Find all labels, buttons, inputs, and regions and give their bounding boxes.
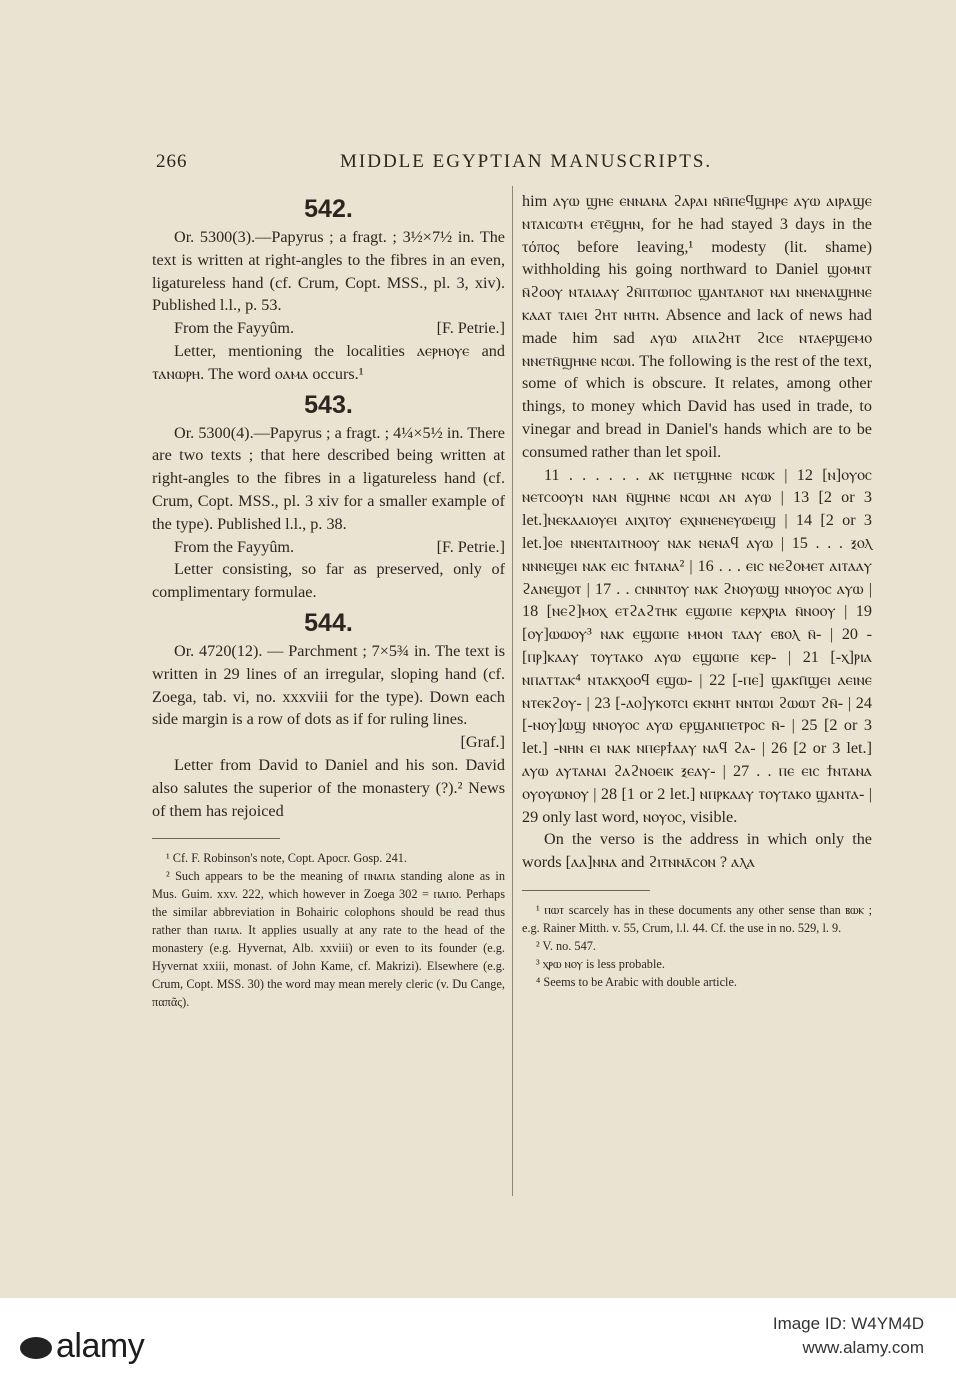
footnote: ¹ ⲡⲱⲧ scarcely has in these documents any other sense than ⲃⲱⲕ ; e.g. Rainer Mitth. v. 55, Crum, l.l. 44. Cf. the use in no. 529, l. 9.: [522, 902, 872, 935]
site-url: www.alamy.com: [802, 1338, 924, 1357]
alamy-logo-icon: [20, 1337, 52, 1359]
entry-number-544: 544.: [304, 608, 353, 637]
body-paragraph: him ⲁⲩⲱ ϣⲏⲉ ⲉⲛⲛⲁⲛⲁ ϩⲁⲣⲁⲓ ⲛⲛ̄ⲡⲉϥϣⲏⲣⲉ ⲁⲩⲱ ⲁⲓⲣⲁϣⲉ ⲛⲧⲁⲓⲥⲱⲧⲙ ⲉⲧⲉ̄ϣⲏⲛ, for he had stayed 3 days in the τόπος before leaving,¹ modesty (lit. shame) withholding his going northward to Daniel ϣⲟⲙⲛⲧ ⲛ̄ϩⲟⲟⲩ ⲛⲧⲁⲓⲁⲁⲩ ϩⲛ̄ⲡⲧⲱⲡⲟⲥ ϣⲁⲛⲧⲁⲛⲟⲧ ⲛⲁⲓ ⲛⲛⲉⲛⲁϣⲏⲛⲉ ⲕⲁⲁⲧ ⲧⲁⲓⲉⲓ ϩⲏⲧ ⲛⲏⲧⲛ. Absence and lack of news had made him sad ⲁⲩⲱ ⲁⲡⲁϩⲏⲧ ϩⲓⲥⲉ ⲛⲧⲁⲉⲣϣⲉⲙⲟ ⲛⲛⲉⲧⲛ̄ϣⲏⲛⲉ ⲛⲥⲱⲓ. The following is the rest of the text, some of which is obscure. It relates, among other things, to money which David has used in trade, to vinegar and bread in Daniel's hands which are to be consumed rather than let spoil.: [522, 192, 872, 461]
provenance: From the Fayyûm.: [174, 319, 295, 338]
page-number: 266: [156, 151, 188, 172]
source-label: [F. Petrie.]: [436, 319, 505, 338]
entry-summary: Letter consisting, so far as preserved, only of complimentary formulae.: [152, 560, 505, 602]
column-divider: [512, 186, 513, 1196]
footnote-rule: [522, 890, 650, 891]
transcription-paragraph: 11 . . . . . . ⲁⲕ ⲡⲉⲧϣⲏⲛⲉ ⲛⲥⲱⲕ | 12 [ⲛ]ⲟⲩⲟⲥ ⲛⲉⲧⲥⲟⲟⲩⲛ ⲛⲁⲛ ⲛ̄ϣⲏⲛⲉ ⲛⲥⲱⲓ ⲁⲛ ⲁⲩⲱ | 13 [2 or 3 let.]ⲛⲉⲕⲁⲁⲓⲟⲩⲉⲓ ⲁⲓⲭⲓⲧⲟⲩ ⲉⲭⲛⲛⲉⲛⲉⲩⲱⲉⲓϣ | 14 [2 or 3 let.]ⲟⲉ ⲛⲛⲉⲛⲧⲁⲓⲧⲛⲟⲟⲩ ⲛⲁⲕ ⲛⲉⲛⲁϥ ⲁⲩⲱ | 15 . . . ⲝⲟⲗ ⲛⲛⲛⲉϣⲉⲓ ⲛⲁⲕ ⲉⲓⲥ ϯⲛⲧⲁⲛⲁ² | 16 . . . ⲉⲓⲥ ⲛⲉϩⲟⲙⲉⲧ ⲁⲓⲧⲁⲁⲩ ϩⲁⲛⲉϣⲟⲧ | 17 . . ⲥⲛⲛⲛⲧⲟⲩ ⲛⲁⲕ ϩⲛⲟⲩⲱϣ ⲛⲛⲟⲩⲟⲥ ⲁⲩⲱ | 18 [ⲛⲉϩ]ⲙⲟⲭ ⲉⲧϩⲁϩⲧⲏⲕ ⲉϣⲱⲡⲉ ⲕⲉⲣⲭⲣⲓⲁ ⲛ̄ⲛⲟⲟⲩ | 19 [ⲟⲩ]ⲱⲱⲟⲩ³ ⲛⲁⲕ ⲉϣⲱⲡⲉ ⲙⲙⲟⲛ ⲧⲁⲁⲩ ⲉⲃⲟⲗ ⲛ̄- | 20 -[ⲡⲣ]ⲕⲁⲁⲩ ⲧⲟⲩⲧⲁⲕⲟ ⲁⲩⲱ ⲉϣⲱⲡⲉ ⲕⲉⲣ- | 21 [-ⲭ]ⲣⲓⲁ ⲛⲡⲁⲧⲧⲁⲕ⁴ ⲛⲧⲁⲕⲭⲟⲟϥ ⲉϣⲱ- | 22 [-ⲡⲉ] ϣⲁⲕⲡ̄ϣⲉⲓ ⲁⲉⲓⲛⲉ ⲛⲧⲉⲕϩⲟⲩ- | 23 [-ⲁⲟ]ⲩⲕⲟⲧⲥⲓ ⲉⲕⲛⲏⲧ ⲛⲛⲧⲱⲓ ϩⲱⲱⲧ ϩⲛ̄- | 24 [-ⲛⲟⲩ]ⲱϣ ⲛⲛⲟⲩⲟⲥ ⲁⲩⲱ ⲉⲣϣⲁⲛⲡⲉⲧⲣⲟⲥ ⲛ̄- | 25 [2 or 3 let.] -ⲛⲏⲛ ⲉⲓ ⲛⲁⲕ ⲛⲡⲉⲣϯⲁⲁⲩ ⲛⲁϥ ϩⲁ- | 26 [2 or 3 let.] ⲁⲩⲱ ⲁⲩⲧⲁⲛⲁⲓ ϩⲁϩⲛⲟⲉⲓⲕ ⲝⲉⲁⲩ- | 27 . . ⲡⲉ ⲉⲓⲥ ϯⲛⲧⲁⲛⲁ ⲟⲩⲟⲩⲱⲛⲟⲩ | 28 [1 or 2 let.] ⲛⲡⲣⲕⲁⲁⲩ ⲧⲟⲩⲧⲁⲕⲟ ϣⲁⲛⲧⲁ- | 29 only last word, ⲛⲟⲩⲟⲥ, visible.: [522, 465, 872, 826]
entry-description: Or. 4720(12). — Parchment ; 7×5¾ in. The text is written in 29 lines of an irregular, sloping hand (cf. Zoega, tab. vi, no. xxxviii for the type). Down each side margin is a row of dots as if for ruling lines.: [152, 641, 505, 729]
image-id-block: [773, 1312, 924, 1360]
provenance-row: [152, 536, 505, 559]
footnote: ² V. no. 547.: [536, 938, 596, 953]
footnote: ³ ⲭⲣⲱ ⲛⲟⲩ is less probable.: [536, 956, 665, 971]
right-column: [522, 190, 872, 991]
stock-watermark-bar: [0, 1298, 956, 1390]
entry-number-542: 542.: [304, 195, 353, 223]
alamy-logo: [20, 1327, 144, 1366]
entry-description: Or. 5300(3).—Papyrus ; a fragt. ; 3½×7½ in. The text is written at right-angles to the fibres in an even, ligatureless hand (cf. Crum, Copt. MSS., pl. 3, xiv). Published l.l., p. 53.: [152, 228, 505, 315]
provenance-row: [152, 317, 505, 340]
source-label: [F. Petrie.]: [436, 537, 505, 556]
logo-text: alamy: [56, 1327, 145, 1365]
footnote: ² Such appears to be the meaning of ⲡⲛⲁⲡⲁ standing alone as in Mus. Guim. xxv. 222, which however in Zoega 302 = ⲡⲁⲡⲟ. Perhaps the similar abbreviation in Bohairic colophons should be read thus rather than ⲡⲁⲡⲁ. It applies usually at any rate to the head of the monastery (e.g. Hyvernat, Alb. xxviii) or even to its founder (e.g. Hyvernat xxiii, monast. of John Kame, cf. Makrizi). Elsewhere (e.g. Crum, Copt. MSS. 30) the word may mean merely cleric (v. Du Cange, παπᾶς).: [152, 869, 505, 1010]
left-column: [152, 190, 505, 1011]
footnotes: [152, 849, 505, 1011]
running-head: [150, 151, 878, 179]
page-title: MIDDLE EGYPTIAN MANUSCRIPTS.: [340, 151, 713, 172]
body-paragraph: On the verso is the address in which only the words [ⲁⲁ]ⲛⲛⲁ and ϩⲓⲧⲛⲛⲁ̄ⲥⲟⲛ ? ⲁⲗⲁ: [522, 830, 872, 872]
footnotes: [522, 901, 872, 991]
entry-summary: Letter from David to Daniel and his son. David also salutes the superior of the monastery (?).² News of them has rejoiced: [152, 755, 505, 820]
footnote: ⁴ Seems to be Arabic with double article.: [536, 974, 737, 989]
footnote-rule: [152, 838, 280, 839]
source-label: [Graf.]: [460, 733, 505, 752]
footnote: ¹ Cf. F. Robinson's note, Copt. Apocr. Gosp. 241.: [166, 851, 407, 866]
entry-description: Or. 5300(4).—Papyrus ; a fragt. ; 4¼×5½ in. There are two texts ; that here described being written at right-angles to the fibres in a ligatureless hand (cf. Crum, Copt. MSS., pl. 3 xiv for a smaller example of the type). Published l.l., p. 38.: [152, 423, 505, 533]
entry-summary: Letter, mentioning the localities ⲁⲉⲣⲏⲟⲩⲉ and ⲧⲁⲛⲱⲣⲏ. The word ⲟⲁⲙⲁ occurs.¹: [152, 341, 505, 383]
image-id: Image ID: W4YM4D: [772, 1314, 924, 1333]
provenance: From the Fayyûm.: [174, 537, 295, 556]
entry-number-543: 543.: [304, 390, 353, 419]
